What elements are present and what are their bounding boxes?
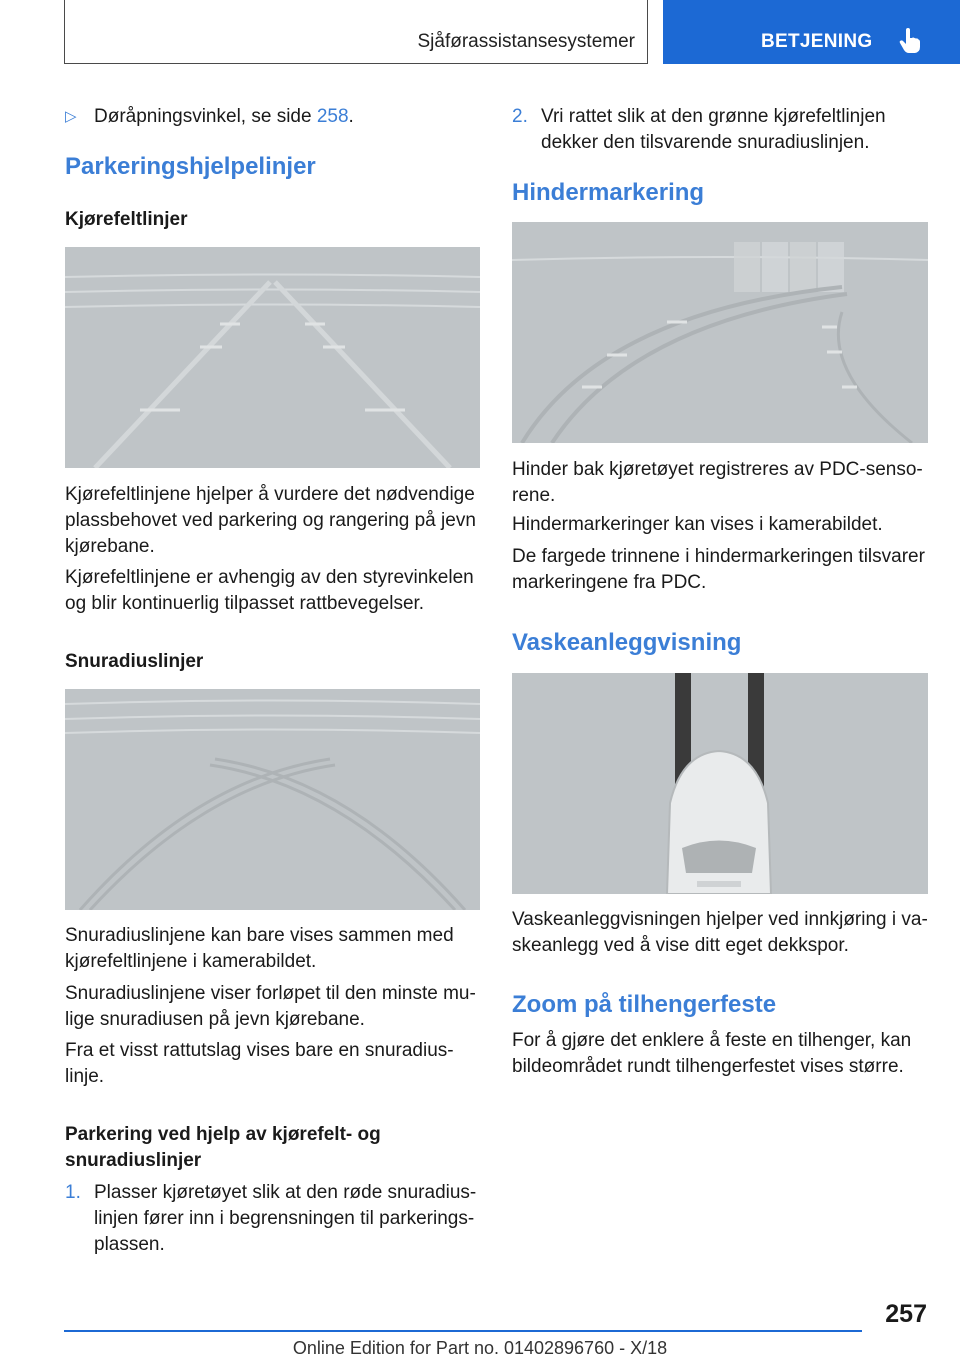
footer-divider bbox=[64, 1330, 862, 1332]
zoom-paragraph-1: For å gjøre det enklere å feste en tilhenger, kan bildeområdet rundt tilhengerfestet vises større. bbox=[512, 1030, 912, 1077]
radius-paragraph-2: Snuradiuslinjene viser forløpet til den minste mulige snuradiusen på jevn kjørebane. bbox=[65, 983, 476, 1030]
header-chapter-tab[interactable] bbox=[663, 0, 960, 64]
hand-pointer-icon bbox=[899, 28, 921, 54]
heading-obstacle-marking: Hindermarkering bbox=[512, 179, 705, 206]
lane-lines-image bbox=[65, 247, 480, 468]
obstacle-marking-image bbox=[512, 222, 928, 443]
heading-lane-lines: Kjørefeltlinjer bbox=[65, 209, 188, 230]
car-wash-view-image bbox=[512, 673, 928, 894]
wash-paragraph-1: Vaskeanleggvisningen hjelper ved innkjøring i vaskeanlegg ved å vise ditt eget dekkspor. bbox=[512, 909, 928, 956]
lanes-paragraph-2: Kjørefeltlinjene er avhengig av den styrevinkelen og blir kontinuerlig tilpasset rattbevegelser. bbox=[65, 567, 474, 614]
bullet-marker: ▷ bbox=[65, 108, 77, 125]
radius-paragraph-1: Snuradiuslinjene kan bare vises sammen med kjørefeltlinjene i kamerabildet. bbox=[65, 925, 454, 972]
heading-parking-with-lines: Parkering ved hjelp av kjørefelt- og snuradiuslinjer bbox=[65, 1124, 381, 1171]
bullet-text: Døråpningsvinkel, se side bbox=[94, 106, 317, 127]
obstacle-paragraph-1: Hinder bak kjøretøyet registreres av PDC-sensorene. bbox=[512, 459, 923, 506]
bullet-end: . bbox=[348, 106, 354, 127]
heading-car-wash-view: Vaskeanleggvisning bbox=[512, 629, 742, 656]
page-link[interactable]: 258 bbox=[316, 106, 349, 127]
page-number: 257 bbox=[885, 1300, 927, 1328]
step-2 bbox=[512, 104, 928, 156]
lanes-paragraph-1: Kjørefeltlinjene hjelper å vurdere det nødvendige plassbehovet ved parkering og rangering på jevn kjørebane. bbox=[65, 484, 476, 557]
section-title: Sjåførassistansesystemer bbox=[417, 31, 635, 52]
radius-paragraph-3: Fra et visst rattutslag vises bare en snuradiuslinje. bbox=[65, 1040, 454, 1087]
heading-parking-lines: Parkeringshjelpelinjer bbox=[65, 153, 316, 180]
chapter-title: BETJENING bbox=[761, 31, 873, 52]
heading-turning-radius: Snuradiuslinjer bbox=[65, 651, 204, 672]
footer-edition: Online Edition for Part no. 01402896760 - X/18 bbox=[292, 1338, 668, 1358]
step-1 bbox=[65, 1180, 480, 1258]
step-1-text: Plasser kjøretøyet slik at den røde snuradiuslinjen fører inn i begrensningen til parkeringsplassen. bbox=[94, 1182, 477, 1255]
turning-radius-image bbox=[65, 689, 480, 910]
header-section-box bbox=[64, 0, 648, 64]
bullet-item bbox=[65, 104, 480, 130]
obstacle-paragraph-3: De fargede trinnene i hindermarkeringen tilsvarer markeringene fra PDC. bbox=[512, 546, 925, 593]
heading-tow-hitch-zoom: Zoom på tilhengerfeste bbox=[512, 991, 777, 1018]
obstacle-paragraph-2: Hindermarkeringer kan vises i kamerabildet. bbox=[512, 514, 883, 535]
step-2-text: Vri rattet slik at den grønne kjørefeltlinjen dekker den tilsvarende snuradiuslinjen. bbox=[541, 106, 886, 153]
step-1-number: 1. bbox=[65, 1182, 81, 1203]
step-2-number: 2. bbox=[512, 106, 528, 127]
